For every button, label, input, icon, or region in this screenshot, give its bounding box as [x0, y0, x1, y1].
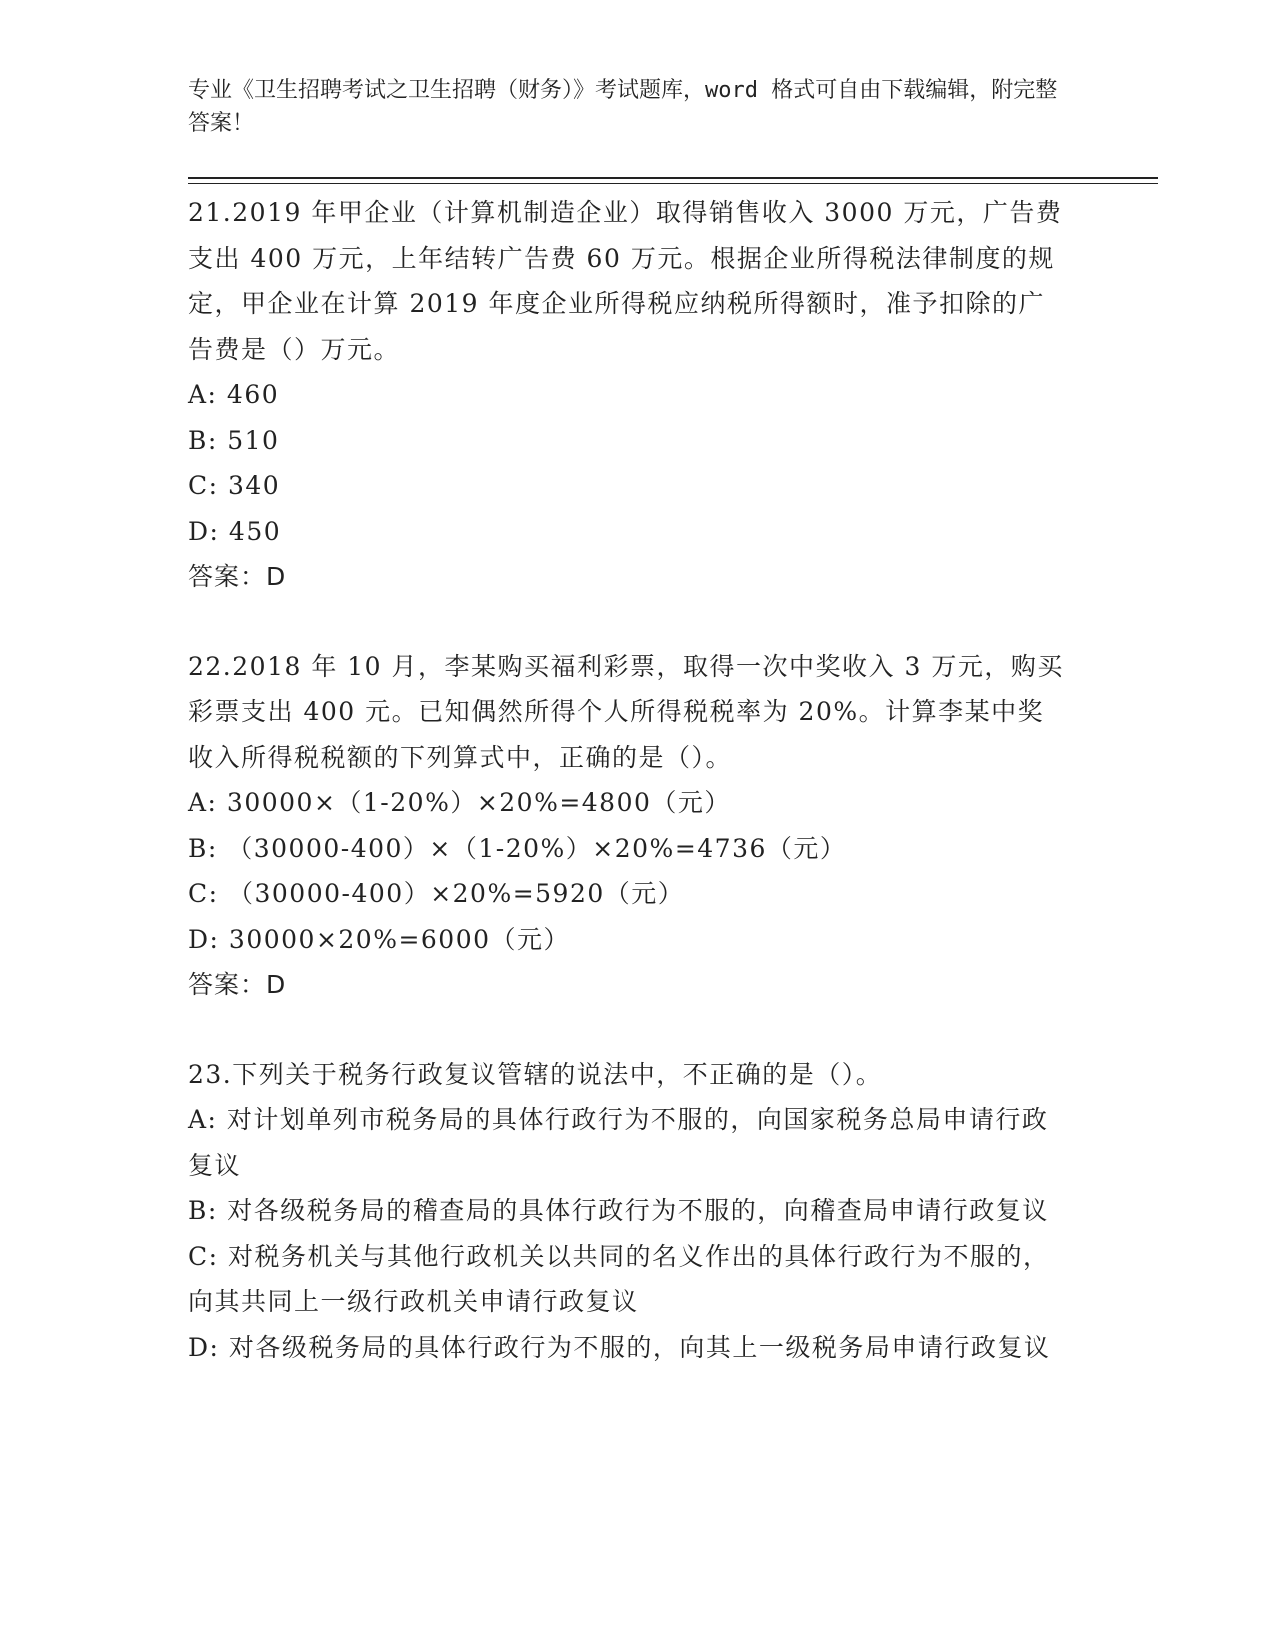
option-c: C: （30000-400）×20%=5920（元） — [188, 879, 685, 908]
option-d: D: 对各级税务局的具体行政行为不服的，向其上一级税务局申请行政复议 — [188, 1332, 1051, 1362]
option-c: C: 340 — [188, 471, 281, 500]
option-d: D: 30000×20%=6000（元） — [188, 924, 571, 954]
option-a: A: 对计划单列市税务局的具体行政行为不服的，向国家税务总局申请行政复议 — [188, 1105, 1049, 1180]
question-list — [188, 190, 1068, 1414]
option-c: C: 对税务机关与其他行政机关以共同的名义作出的具体行政行为不服的，向其共同上一级行政机关申请行政复议 — [188, 1241, 1050, 1316]
option-d: D: 450 — [188, 516, 282, 546]
option-a: A: 460 — [188, 380, 280, 409]
answer: 答案：D — [188, 562, 287, 591]
document-header: 专业《卫生招聘考试之卫生招聘（财务）》考试题库，word 格式可自由下载编辑，附完整答案！ — [188, 78, 1058, 136]
question-22 — [188, 644, 1068, 1008]
question-21 — [188, 190, 1068, 600]
question-stem: 22.2018 年 10 月，李某购买福利彩票，取得一次中奖收入 3 万元，购买彩票支出 400 元。已知偶然所得个人所得税税率为 20%。计算李某中奖收入所得税税额的下列算式中，正确的是（）。 — [188, 651, 1064, 772]
question-stem: 23.下列关于税务行政复议管辖的说法中，不正确的是（）。 — [188, 1059, 883, 1089]
header-rule-thin — [188, 183, 1158, 184]
question-23 — [188, 1052, 1068, 1371]
option-b: B: 510 — [188, 425, 280, 455]
header-rule-thick — [188, 177, 1158, 179]
answer: 答案：D — [188, 970, 287, 999]
option-b: B: （30000-400）×（1-20%）×20%=4736（元） — [188, 833, 847, 863]
question-stem: 21.2019 年甲企业（计算机制造企业）取得销售收入 3000 万元，广告费支出 400 万元，上年结转广告费 60 万元。根据企业所得税法律制度的规定，甲企业在计算 2019 年度企业所得税应纳税所得额时，准予扣除的广告费是（）万元。 — [188, 198, 1063, 364]
option-b: B: 对各级税务局的稽查局的具体行政行为不服的，向稽查局申请行政复议 — [188, 1196, 1049, 1225]
option-a: A: 30000×（1-20%）×20%=4800（元） — [188, 788, 731, 817]
